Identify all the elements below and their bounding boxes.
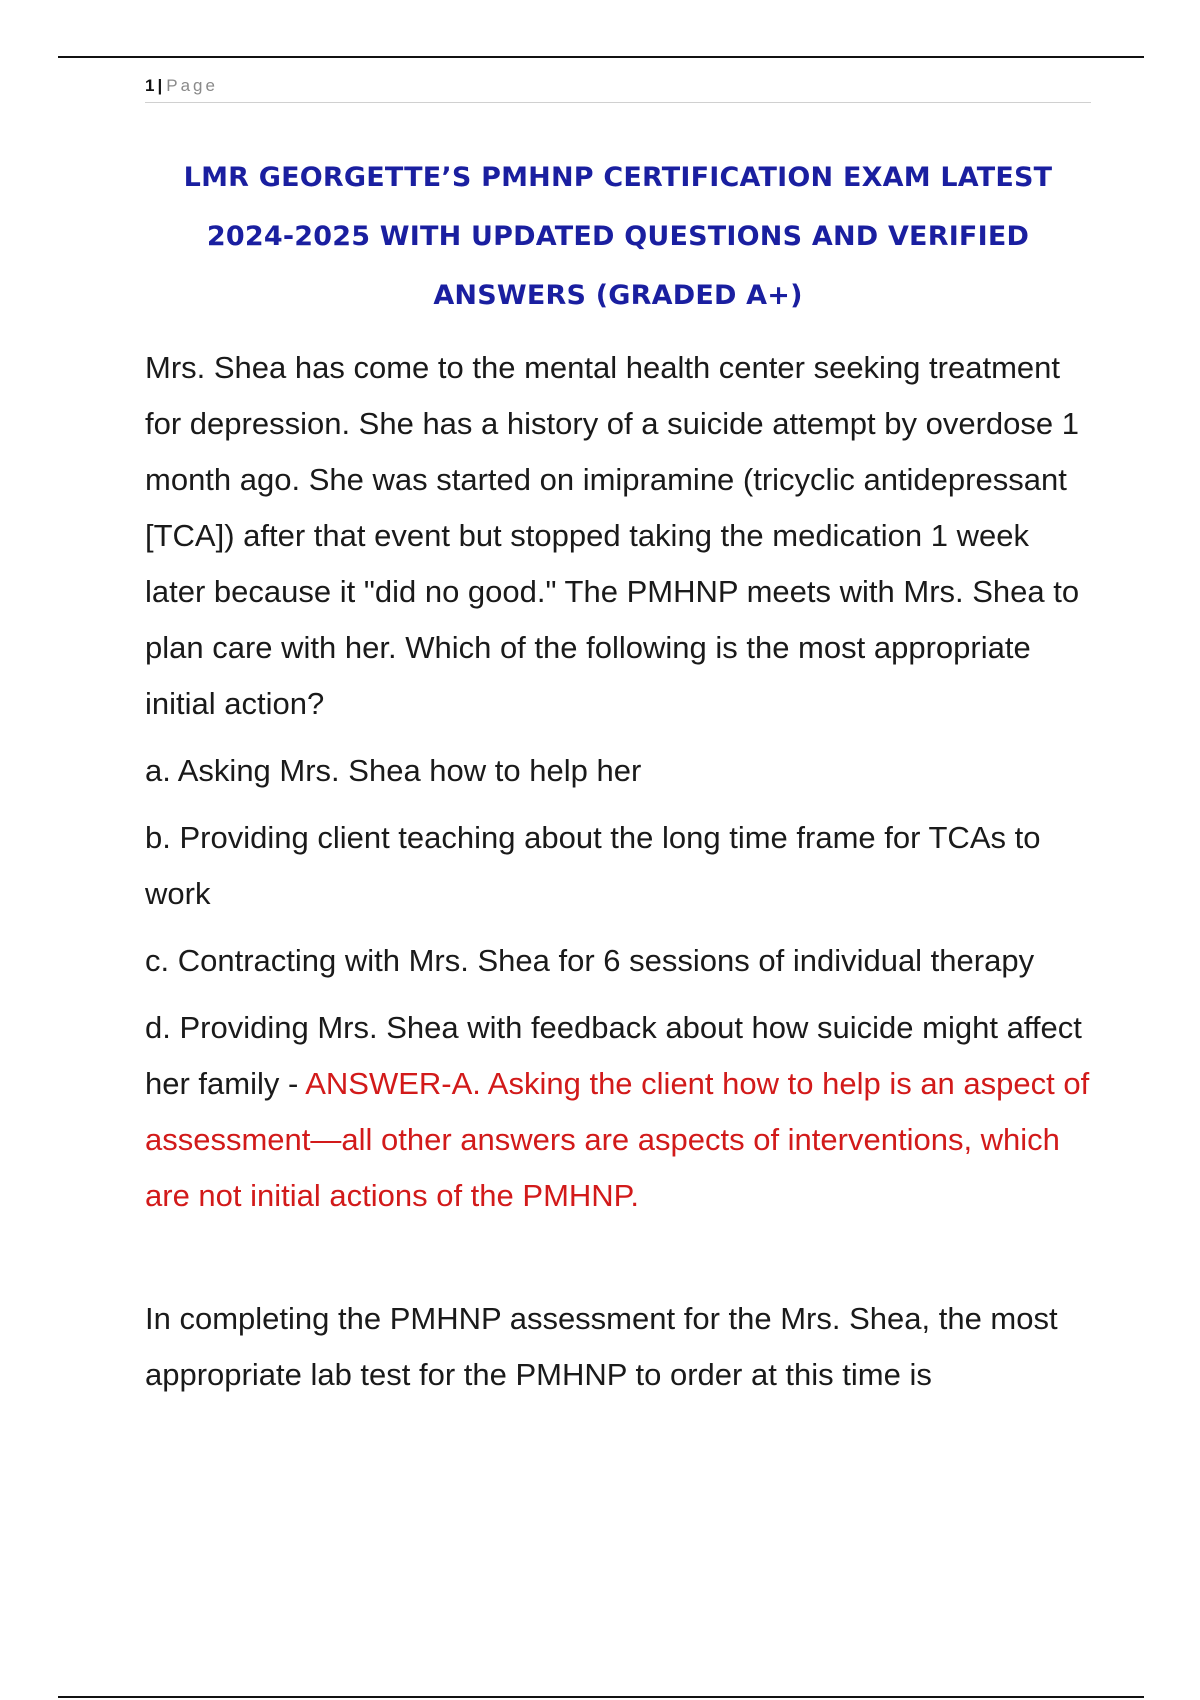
question-1-stem: Mrs. Shea has come to the mental health center seeking treatment for depression. She has a history of a suicide attempt by overdose 1 month ago. She was started on imipramine (tricyclic antidepressant [TCA]) after that event but stopped taking the medication 1 week later because it "did no good." The PMHNP meets with Mrs. Shea to plan care with her. Which of the following is the most appropriate initial action? (145, 350, 1080, 721)
page-separator: | (157, 76, 163, 95)
document-title: LMR GEORGETTE’S PMHNP CERTIFICATION EXAM LATEST 2024-2025 WITH UPDATED QUESTIONS AND VERIFIED ANSWERS (GRADED A+) (183, 162, 1053, 311)
page-number: 1 (145, 76, 155, 95)
question-1-option-d: d. Providing Mrs. Shea with feedback about how suicide might affect her family - (145, 1010, 1082, 1101)
question-1-option-c: c. Contracting with Mrs. Shea for 6 sessions of individual therapy (145, 943, 1035, 978)
question-2-stem: In completing the PMHNP assessment for the Mrs. Shea, the most appropriate lab test for the PMHNP to order at this time is (145, 1301, 1058, 1392)
question-1-option-a: a. Asking Mrs. Shea how to help her (145, 753, 642, 788)
page-header (145, 72, 1091, 103)
question-1-answer: ANSWER-A. Asking the client how to help is an aspect of assessment—all other answers are aspects of interventions, which are not initial actions of the PMHNP. (145, 1066, 1090, 1213)
page-label: Page (166, 76, 218, 95)
question-1-option-b: b. Providing client teaching about the long time frame for TCAs to work (145, 820, 1041, 911)
bottom-rule (58, 1696, 1144, 1698)
spacer (145, 1235, 1091, 1291)
top-rule (58, 56, 1144, 58)
question-1-option-d-with-answer (145, 1000, 1091, 1224)
document-body (145, 340, 1091, 1414)
